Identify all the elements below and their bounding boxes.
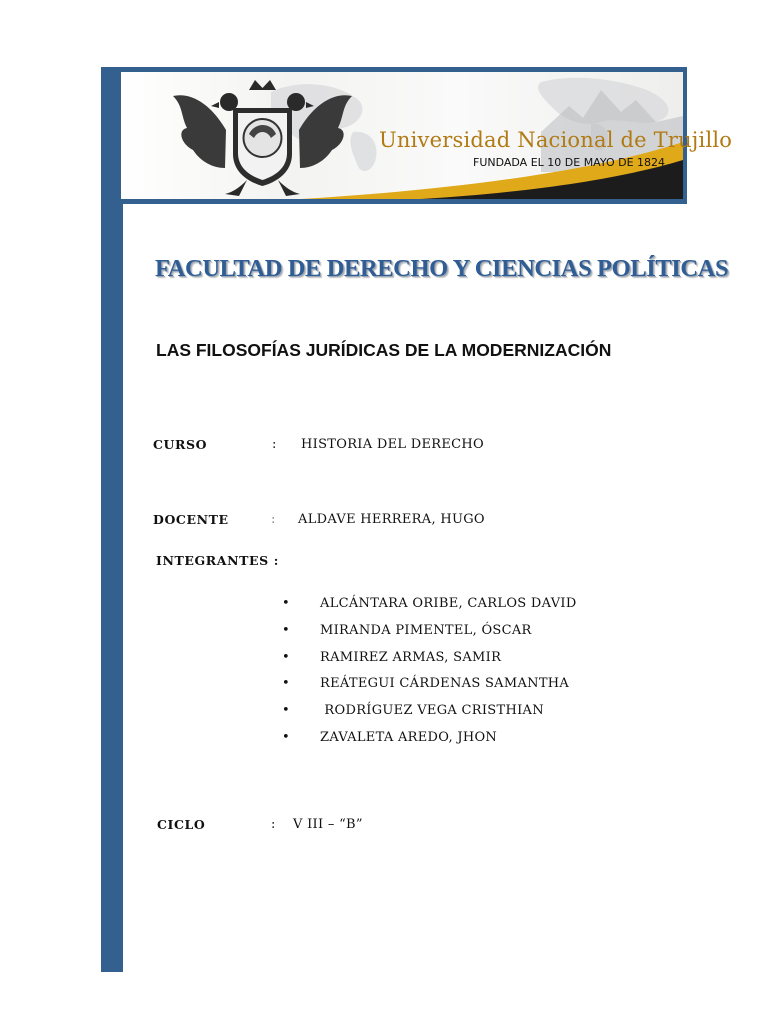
course-separator: :	[272, 437, 277, 452]
header-banner-inner	[121, 72, 733, 199]
members-list	[282, 596, 577, 757]
member-name: RAMIREZ ARMAS, SAMIR	[320, 649, 502, 665]
bullet-icon: •	[282, 729, 290, 745]
teacher-value: ALDAVE HERRERA, HUGO	[298, 512, 485, 527]
member-name: REÁTEGUI CÁRDENAS SAMANTHA	[320, 676, 570, 692]
cycle-label: CICLO	[157, 817, 206, 832]
bullet-icon: •	[282, 676, 290, 692]
list-item	[282, 623, 577, 650]
member-name: RODRÍGUEZ VEGA CRISTHIAN	[320, 703, 544, 719]
faculty-heading: FACULTAD DE DERECHO Y CIENCIAS POLÍTICAS	[155, 255, 729, 282]
course-label: CURSO	[153, 437, 208, 452]
list-item	[282, 703, 577, 730]
cycle-separator: :	[271, 817, 276, 832]
members-label: INTEGRANTES :	[156, 553, 279, 568]
teacher-label: DOCENTE	[153, 512, 229, 527]
course-value: HISTORIA DEL DERECHO	[301, 437, 484, 452]
bullet-icon: •	[282, 622, 290, 638]
teacher-separator: :	[271, 512, 276, 527]
member-name: ZAVALETA AREDO, JHON	[320, 729, 498, 745]
list-item	[282, 596, 577, 623]
university-name: Universidad Nacional de Trujillo	[379, 128, 733, 152]
list-item	[282, 730, 577, 757]
member-name: MIRANDA PIMENTEL, ÓSCAR	[320, 622, 532, 638]
bullet-icon: •	[282, 703, 290, 719]
list-item	[282, 650, 577, 677]
bullet-icon: •	[282, 596, 290, 611]
member-name: ALCÁNTARA ORIBE, CARLOS DAVID	[320, 596, 577, 611]
list-item	[282, 676, 577, 703]
bullet-icon: •	[282, 649, 290, 665]
header-banner	[101, 67, 733, 204]
cycle-value: V III – “B”	[293, 817, 363, 832]
document-title: LAS FILOSOFÍAS JURÍDICAS DE LA MODERNIZACIÓN	[156, 340, 612, 360]
university-founded-date: FUNDADA EL 10 DE MAYO DE 1824	[473, 156, 666, 169]
